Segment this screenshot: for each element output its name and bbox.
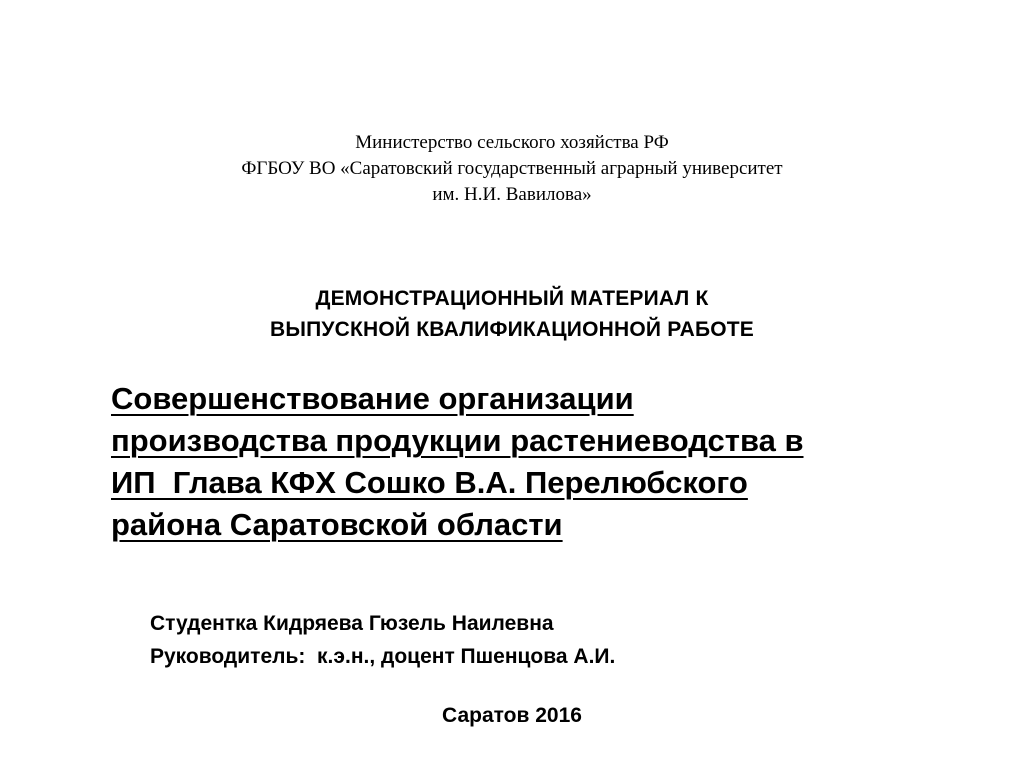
supervisor-name: Руководитель: к.э.н., доцент Пшенцова А.И.: [150, 645, 616, 668]
material-heading-line-2: ВЫПУСКНОЙ КВАЛИФИКАЦИОННОЙ РАБОТЕ: [269, 318, 755, 341]
university-name-line-1: ФГБОУ ВО «Саратовский государственный аграрный университет: [241, 158, 783, 179]
material-heading-line-1: ДЕМОНСТРАЦИОННЫЙ МАТЕРИАЛ К: [315, 287, 709, 310]
thesis-topic-text-4: района Саратовской области: [111, 507, 563, 542]
authors-block: [150, 607, 615, 673]
ministry-name: Министерство сельского хозяйства РФ: [355, 132, 669, 153]
ministry-header: [0, 130, 1024, 208]
thesis-topic-line-4: [111, 504, 911, 546]
thesis-topic-line-3: [111, 462, 911, 504]
thesis-topic: [111, 378, 911, 546]
city-year-text: Саратов 2016: [442, 704, 582, 727]
thesis-topic-text-2: производства продукции растениеводства в: [111, 423, 804, 458]
university-name-line-2: им. Н.И. Вавилова»: [432, 184, 592, 205]
thesis-topic-line-2: [111, 420, 911, 462]
material-heading: [0, 283, 1024, 345]
thesis-topic-text-1: Совершенствование организации: [111, 381, 634, 416]
student-name: Студентка Кидряева Гюзель Наилевна: [150, 612, 554, 635]
city-year: [0, 701, 1024, 731]
thesis-topic-line-1: [111, 378, 911, 420]
thesis-topic-text-3: ИП Глава КФХ Сошко В.А. Перелюбского: [111, 465, 748, 500]
